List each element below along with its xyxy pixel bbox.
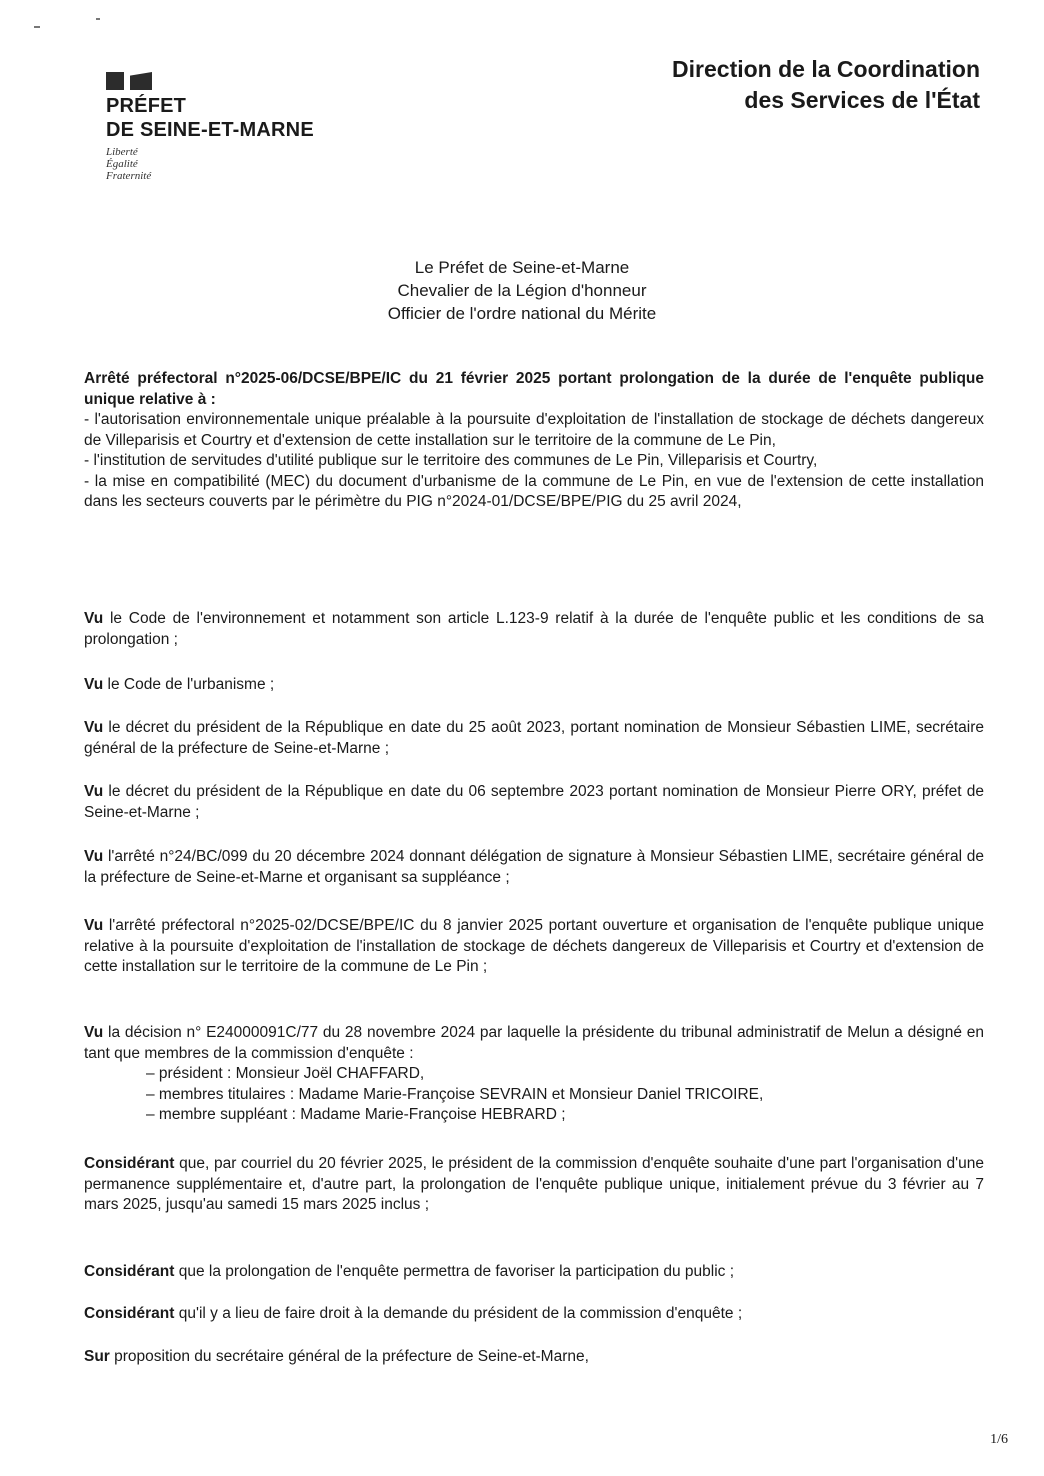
vu-text: la décision n° E24000091C/77 du 28 novembre 2024 par laquelle la présidente du tribunal administratif de Melun a désigné en tant que membres de la commission d'enquête : — [84, 1024, 984, 1062]
prefet-line-3: Officier de l'ordre national du Mérite — [387, 304, 657, 323]
sur-text: proposition du secrétaire général de la préfecture de Seine-et-Marne, — [109, 1348, 589, 1365]
vu-1 — [84, 609, 984, 650]
vu-text: le décret du président de la République en date du 06 septembre 2023 portant nomination de Monsieur Pierre ORY, préfet de Seine-et-Marne ; — [84, 783, 984, 821]
republic-motto — [106, 146, 314, 182]
considerant-lead: Considérant — [84, 1155, 175, 1172]
vu-text: le Code de l'urbanisme ; — [103, 676, 275, 693]
logo-line-2: DE SEINE-ET-MARNE — [106, 119, 314, 141]
logo-line-1: PRÉFET — [106, 95, 187, 117]
considerant-text: que, par courriel du 20 février 2025, le président de la commission d'enquête souhaite d'une part l'organisation d'une permanence supplémentaire et, d'autre part, la prolongation de l'enquête publique unique, initialement prévue du 3 février au 7 mars 2025, jusqu'au samedi 15 mars 2025 inclus ; — [84, 1155, 984, 1213]
considerant-lead: Considérant — [84, 1305, 175, 1322]
considerant-1 — [84, 1154, 984, 1216]
vu-lead: Vu — [84, 719, 104, 736]
motto-fraternite: Fraternité — [106, 170, 152, 182]
arrete-title-block — [84, 369, 984, 513]
vu-text: le Code de l'environnement et notamment son article L.123-9 relatif à la durée de l'enquête public et les conditions de sa prolongation ; — [84, 610, 984, 648]
vu-text: le décret du président de la République en date du 25 août 2023, portant nomination de Monsieur Sébastien LIME, secrétaire général de la préfecture de Seine-et-Marne ; — [84, 719, 984, 757]
sur-proposition — [84, 1347, 984, 1368]
scan-mark — [96, 18, 100, 20]
vu-4 — [84, 782, 984, 823]
vu-lead: Vu — [84, 848, 104, 865]
vu-lead: Vu — [84, 1024, 104, 1041]
considerant-3 — [84, 1304, 984, 1325]
vu-lead: Vu — [84, 917, 104, 934]
arrete-item-1: - l'autorisation environnementale unique préalable à la poursuite d'exploitation de l'installation de stockage de déchets dangereux de Villeparisis et Courtry et d'extension de cette installation sur le territoire de la commune de Le Pin, — [84, 411, 984, 449]
scan-mark — [34, 26, 40, 28]
vu-text: l'arrêté n°24/BC/099 du 20 décembre 2024 donnant délégation de signature à Monsieur Sébastien LIME, secrétaire général de la préfecture de Seine-et-Marne et organisant sa suppléance ; — [84, 848, 984, 886]
direction-line-1: Direction de la Coordination — [672, 56, 980, 82]
arrete-title: Arrêté préfectoral n°2025-06/DCSE/BPE/IC du 21 février 2025 portant prolongation de la durée de l'enquête publique unique relative à : — [84, 370, 984, 408]
vu-lead: Vu — [84, 676, 104, 693]
considerant-text: que la prolongation de l'enquête permettra de favoriser la participation du public ; — [174, 1263, 735, 1280]
page-number: 1/6 — [990, 1432, 1008, 1447]
considerant-2 — [84, 1262, 984, 1283]
marianne-logo-icon — [106, 72, 314, 90]
prefet-line-2: Chevalier de la Légion d'honneur — [397, 281, 647, 300]
vu-7 — [84, 1023, 984, 1126]
vu-lead: Vu — [84, 610, 104, 627]
sur-lead: Sur — [84, 1348, 110, 1365]
vu-text: l'arrêté préfectoral n°2025-02/DCSE/BPE/IC du 8 janvier 2025 portant ouverture et organisation de l'enquête publique unique relative à la poursuite d'exploitation de l'installation de stockage de déchets dangereux de Villeparisis et Courtry et d'extension de cette installation sur le territoire de la commune de Le Pin ; — [84, 917, 984, 975]
commission-president: – président : Monsieur Joël CHAFFARD, — [146, 1065, 425, 1082]
vu-3 — [84, 718, 984, 759]
direction-heading — [672, 54, 980, 116]
commission-suppleant: – membre suppléant : Madame Marie-Françoise HEBRARD ; — [146, 1106, 566, 1123]
vu-5 — [84, 847, 984, 888]
vu-lead: Vu — [84, 783, 104, 800]
prefet-titles — [0, 256, 1044, 325]
arrete-item-2: - l'institution de servitudes d'utilité publique sur le territoire des communes de Le Pin, Villeparisis et Courtry, — [84, 452, 818, 469]
prefecture-logo — [106, 72, 314, 182]
vu-2 — [84, 675, 984, 696]
motto-egalite: Égalité — [106, 158, 138, 170]
considerant-lead: Considérant — [84, 1263, 175, 1280]
considerant-text: qu'il y a lieu de faire droit à la demande du président de la commission d'enquête ; — [174, 1305, 743, 1322]
commission-titulaires: – membres titulaires : Madame Marie-Françoise SEVRAIN et Monsieur Daniel TRICOIRE, — [146, 1085, 764, 1103]
arrete-item-3: - la mise en compatibilité (MEC) du document d'urbanisme de la commune de Le Pin, en vue de l'extension de cette installation dans les secteurs couverts par le périmètre du PIG n°2024-01/DCSE/BPE/PIG du 25 avril 2024, — [84, 472, 984, 510]
direction-line-2: des Services de l'État — [744, 87, 980, 113]
prefet-line-1: Le Préfet de Seine-et-Marne — [414, 258, 630, 277]
vu-6 — [84, 916, 984, 978]
motto-liberte: Liberté — [106, 146, 138, 158]
